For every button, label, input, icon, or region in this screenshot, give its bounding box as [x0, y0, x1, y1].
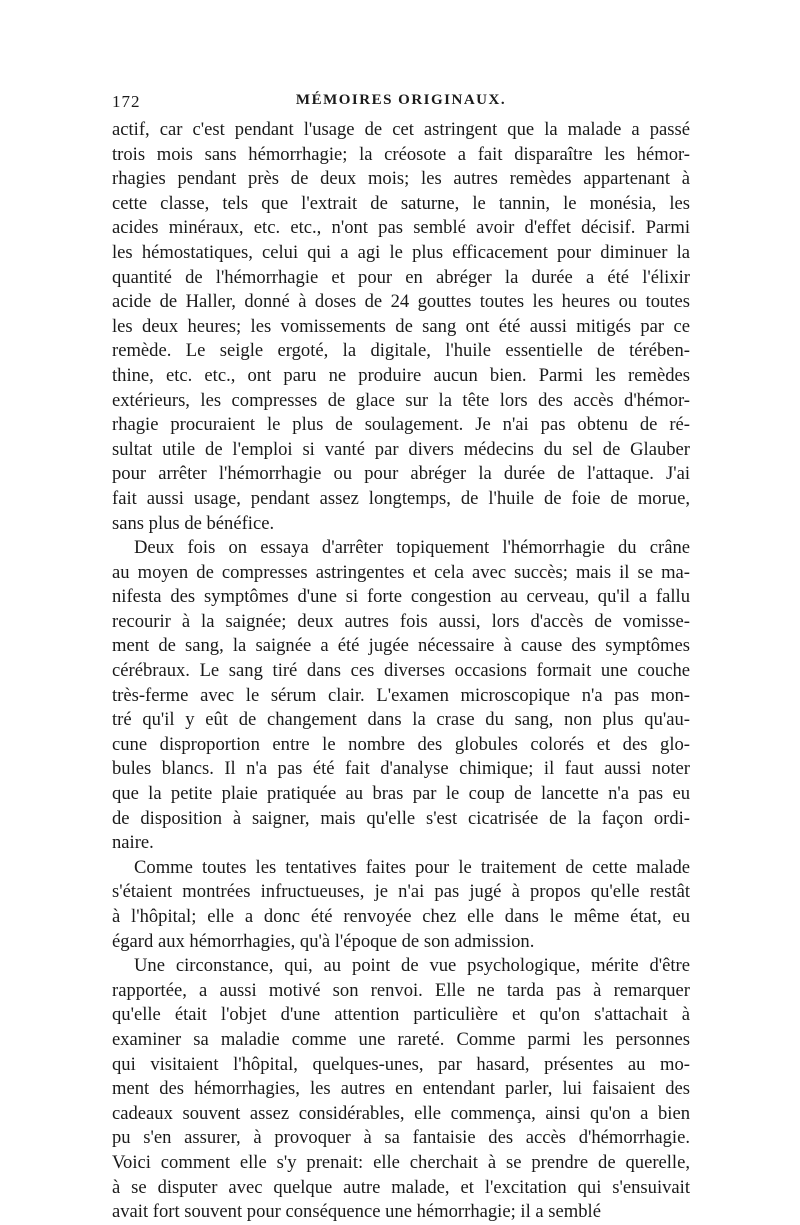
text-line: cérébraux. Le sang tiré dans ces diverses occasions formait une couche	[112, 660, 690, 682]
text-line: sans plus de bénéfice.	[112, 512, 275, 534]
text-line: cadeaux souvent assez considérables, elle commença, ainsi qu'on a bien	[112, 1102, 690, 1124]
page-header	[112, 92, 690, 118]
text-line: extérieurs, les compresses de glace sur la tête lors des accès d'hémor-	[112, 389, 690, 411]
text-line: pour arrêter l'hémorrhagie ou pour abréger la durée de l'attaque. J'ai	[112, 463, 690, 485]
paragraph	[112, 856, 690, 954]
paragraph	[112, 536, 690, 856]
text-line: acides minéraux, etc. etc., n'ont pas semblé avoir d'effet décisif. Parmi	[112, 217, 690, 239]
text-line: remède. Le seigle ergoté, la digitale, l'huile essentielle de térében-	[112, 340, 690, 362]
text-line: nifesta des symptômes d'une si forte congestion au cerveau, qu'il a fallu	[112, 586, 690, 608]
text-line: trois mois sans hémorrhagie; la créosote a fait disparaître les hémor-	[112, 143, 690, 165]
text-line: les hémostatiques, celui qui a agi le plus efficacement pour diminuer la	[112, 241, 690, 263]
text-line: sultat utile de l'emploi si vanté par divers médecins du sel de Glauber	[112, 438, 690, 460]
paragraph	[112, 118, 690, 536]
text-line: s'étaient montrées infructueuses, je n'ai pas jugé à propos qu'elle restât	[112, 881, 690, 903]
text-line: Deux fois on essaya d'arrêter topiquement l'hémorrhagie du crâne	[134, 537, 690, 559]
text-line: examiner sa maladie comme une rareté. Comme parmi les personnes	[112, 1028, 690, 1050]
text-line: ment de sang, la saignée a été jugée nécessaire à cause des symptômes	[112, 635, 690, 657]
text-line: au moyen de compresses astringentes et cela avec succès; mais il se ma-	[112, 561, 690, 583]
text-line: à se disputer avec quelque autre malade, et l'excitation qui s'ensuivait	[112, 1176, 690, 1198]
text-line: fait aussi usage, pendant assez longtemps, de l'huile de foie de morue,	[112, 487, 690, 509]
text-line: pu s'en assurer, à provoquer à sa fantaisie des accès d'hémorrhagie.	[112, 1127, 690, 1149]
text-line: cune disproportion entre le nombre des globules colorés et des glo-	[112, 733, 690, 755]
text-line: à l'hôpital; elle a donc été renvoyée chez elle dans le même état, eu	[112, 906, 690, 927]
text-line: Une circonstance, qui, au point de vue psychologique, mérite d'être	[134, 955, 690, 977]
text-line: cette classe, tels que l'extrait de saturne, le tannin, le monésia, les	[112, 192, 690, 214]
text-line: tré qu'il y eût de changement dans la crase du sang, non plus qu'au-	[112, 709, 690, 731]
running-title: MÉMOIRES ORIGINAUX.	[295, 92, 507, 108]
text-line: les deux heures; les vomissements de sang ont été aussi mitigés par ce	[112, 315, 690, 337]
text-line: acide de Haller, donné à doses de 24 gouttes toutes les heures ou toutes	[112, 291, 690, 313]
text-line: de disposition à saigner, mais qu'elle s'est cicatrisée de la façon ordi-	[112, 807, 690, 829]
page-number: 172	[112, 92, 141, 111]
text-line: recourir à la saignée; deux autres fois aussi, lors d'accès de vomisse-	[112, 610, 690, 632]
text-line: actif, car c'est pendant l'usage de cet astringent que la malade a passé	[112, 119, 690, 140]
text-line: rapportée, a aussi motivé son renvoi. Elle ne tarda pas à remarquer	[112, 979, 690, 1001]
text-line: ment des hémorrhagies, les autres en entendant parler, lui faisaient des	[112, 1078, 690, 1100]
text-line: bules blancs. Il n'a pas été fait d'analyse chimique; il faut aussi noter	[112, 758, 690, 780]
text-line: égard aux hémorrhagies, qu'à l'époque de son admission.	[112, 930, 535, 952]
text-line: thine, etc. etc., ont paru ne produire aucun bien. Parmi les remèdes	[112, 364, 690, 386]
text-line: qui visitaient l'hôpital, quelques-unes, par hasard, présentes au mo-	[112, 1053, 690, 1075]
text-line: rhagie procuraient le plus de soulagement. Je n'ai pas obtenu de ré-	[112, 414, 690, 436]
text-line: avait fort souvent pour conséquence une hémorrhagie; il a semblé	[112, 1201, 601, 1223]
paragraph	[112, 954, 690, 1225]
text-line: très-ferme avec le sérum clair. L'examen microscopique n'a pas mon-	[112, 684, 690, 706]
text-line: qu'elle était l'objet d'une attention particulière et qu'on s'attachait à	[112, 1004, 690, 1026]
text-line: que la petite plaie pratiquée au bras par le coup de lancette n'a pas eu	[112, 783, 690, 805]
body-text	[112, 118, 690, 1225]
text-line: quantité de l'hémorrhagie et pour en abréger la durée a été l'élixir	[112, 266, 690, 288]
text-line: naire.	[112, 832, 154, 854]
text-line: Voici comment elle s'y prenait: elle cherchait à se prendre de querelle,	[112, 1151, 690, 1173]
text-line: rhagies pendant près de deux mois; les autres remèdes appartenant à	[112, 168, 690, 190]
text-line: Comme toutes les tentatives faites pour le traitement de cette malade	[134, 856, 690, 878]
book-page	[112, 92, 690, 1225]
